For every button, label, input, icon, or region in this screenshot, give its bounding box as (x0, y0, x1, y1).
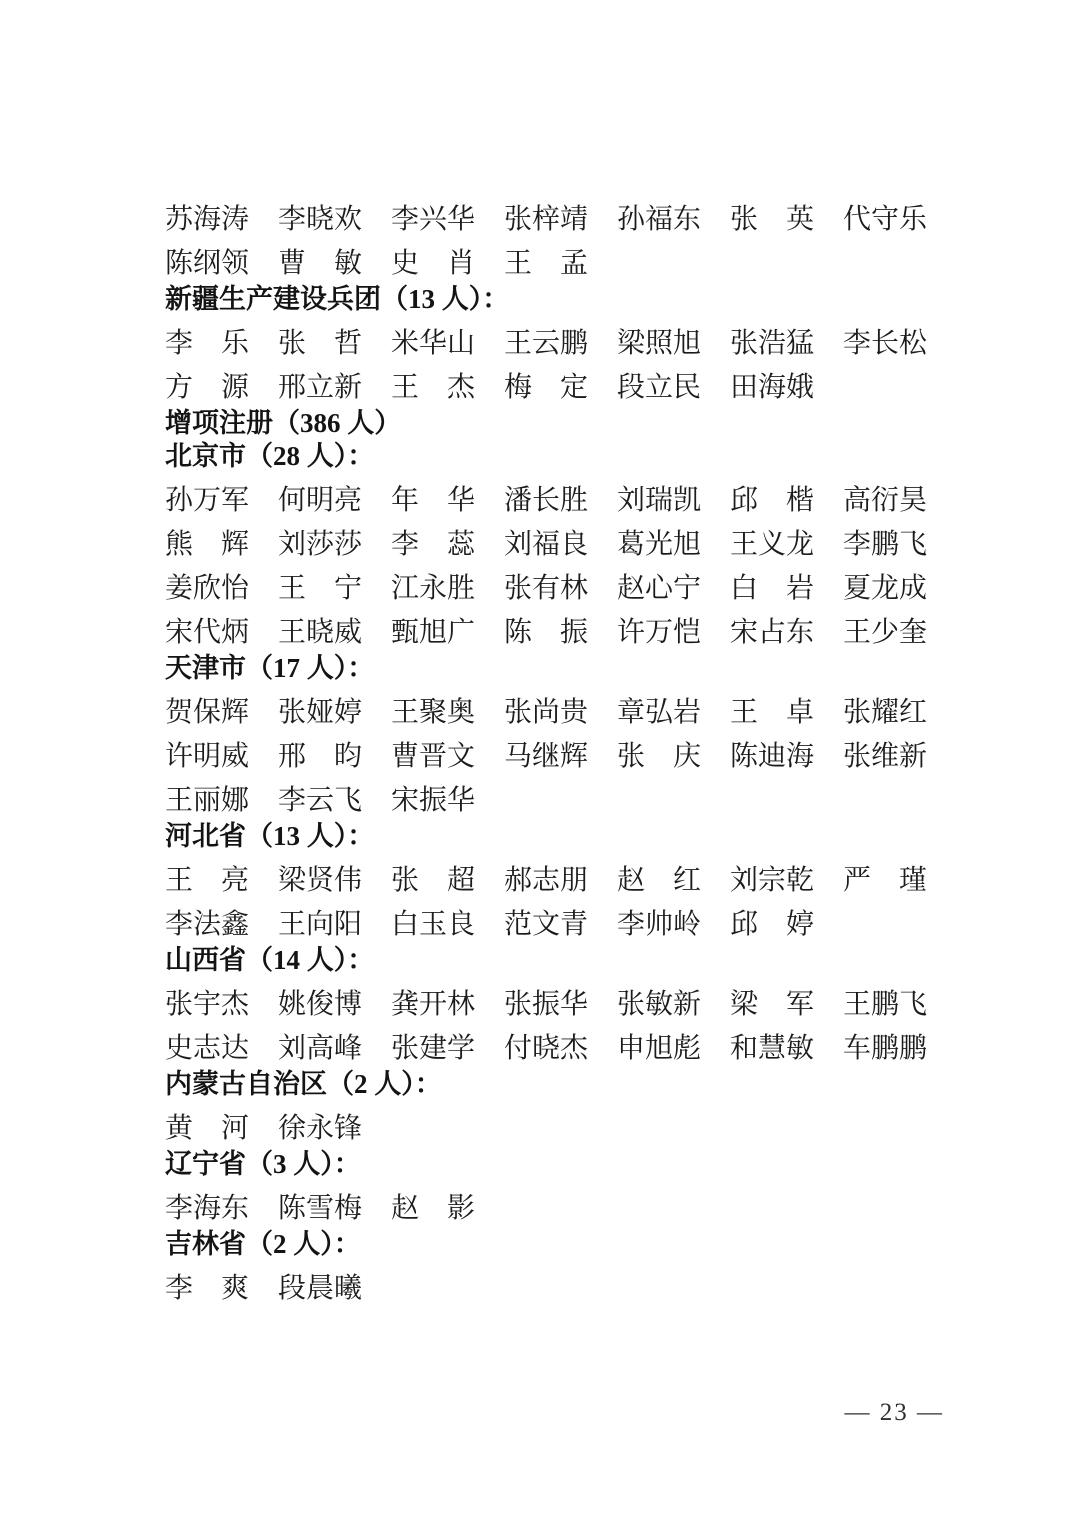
person-name: 李晓欢 (278, 204, 363, 235)
person-name: 梁贤伟 (278, 865, 363, 896)
person-name: 田海娥 (730, 372, 815, 403)
person-name: 李兴华 (391, 204, 476, 235)
person-name: 赵心宁 (617, 573, 702, 604)
person-name: 王晓威 (278, 617, 363, 648)
person-name: 刘瑞凯 (617, 485, 702, 516)
person-name: 邢昀 (278, 741, 362, 772)
person-name: 姜欣怡 (165, 573, 250, 604)
person-name: 江永胜 (391, 573, 476, 604)
section-heading: 内蒙古自治区（2 人）： (165, 1069, 442, 1099)
section (165, 407, 940, 440)
person-name: 张耀红 (843, 697, 928, 728)
section (165, 1228, 940, 1305)
name-row (165, 740, 940, 773)
person-name: 赵红 (617, 865, 701, 896)
name-row (165, 247, 940, 280)
name-row (165, 784, 940, 817)
person-name: 张维新 (843, 741, 928, 772)
person-name: 李长松 (843, 328, 928, 359)
section (165, 1148, 940, 1225)
name-row (165, 1032, 940, 1065)
name-row (165, 484, 940, 517)
person-name: 严瑾 (843, 865, 927, 896)
person-name: 和慧敏 (730, 1033, 815, 1064)
person-name: 贺保辉 (165, 697, 250, 728)
person-name: 米华山 (391, 328, 476, 359)
person-name: 姚俊博 (278, 989, 363, 1020)
person-name: 张哲 (278, 328, 362, 359)
name-row (165, 908, 940, 941)
name-list (165, 192, 940, 1308)
section-heading: 北京市（28 人）： (165, 441, 375, 471)
person-name: 王少奎 (843, 617, 928, 648)
person-name: 王亮 (165, 865, 249, 896)
person-name: 车鹏鹏 (843, 1033, 928, 1064)
person-name: 梅定 (504, 372, 588, 403)
person-name: 王聚奥 (391, 697, 476, 728)
person-name: 李爽 (165, 1273, 249, 1304)
person-name: 李鹏飞 (843, 529, 928, 560)
person-name: 熊辉 (165, 529, 249, 560)
person-name: 马继辉 (504, 741, 589, 772)
person-name: 张娅婷 (278, 697, 363, 728)
person-name: 赵影 (391, 1193, 475, 1224)
person-name: 王孟 (504, 248, 588, 279)
person-name: 付晓杰 (504, 1033, 589, 1064)
person-name: 宋振华 (391, 785, 476, 816)
person-name: 段立民 (617, 372, 702, 403)
section-heading: 山西省（14 人）： (165, 945, 375, 975)
person-name: 王杰 (391, 372, 475, 403)
person-name: 王云鹏 (504, 328, 589, 359)
section (165, 820, 940, 941)
section (165, 283, 940, 404)
person-name: 郝志朋 (504, 865, 589, 896)
person-name: 王丽娜 (165, 785, 250, 816)
person-name: 代守乐 (843, 204, 928, 235)
name-row (165, 988, 940, 1021)
section-heading: 辽宁省（3 人）： (165, 1149, 361, 1179)
person-name: 梁照旭 (617, 328, 702, 359)
person-name: 邱婷 (730, 909, 814, 940)
person-name: 李云飞 (278, 785, 363, 816)
person-name: 张振华 (504, 989, 589, 1020)
person-name: 张浩猛 (730, 328, 815, 359)
person-name: 李蕊 (391, 529, 475, 560)
person-name: 张建学 (391, 1033, 476, 1064)
person-name: 史肖 (391, 248, 475, 279)
person-name: 邱楷 (730, 485, 814, 516)
person-name: 陈雪梅 (278, 1193, 363, 1224)
name-row (165, 1272, 940, 1305)
person-name: 申旭彪 (617, 1033, 702, 1064)
person-name: 张超 (391, 865, 475, 896)
person-name: 曹敏 (278, 248, 362, 279)
person-name: 白岩 (730, 573, 814, 604)
name-row (165, 203, 940, 236)
page-number: — 23 — (844, 1399, 944, 1426)
person-name: 曹晋文 (391, 741, 476, 772)
name-row (165, 1192, 940, 1225)
person-name: 白玉良 (391, 909, 476, 940)
person-name: 刘莎莎 (278, 529, 363, 560)
person-name: 张尚贵 (504, 697, 589, 728)
person-name: 梁军 (730, 989, 814, 1020)
person-name: 刘福良 (504, 529, 589, 560)
section-heading: 吉林省（2 人）： (165, 1229, 361, 1259)
section-heading: 河北省（13 人）： (165, 821, 375, 851)
person-name: 段晨曦 (278, 1273, 363, 1304)
person-name: 年华 (391, 485, 475, 516)
section (165, 652, 940, 817)
person-name: 范文青 (504, 909, 589, 940)
section-heading: 增项注册（386 人） (165, 408, 402, 438)
person-name: 李海东 (165, 1193, 250, 1224)
person-name: 李法鑫 (165, 909, 250, 940)
person-name: 张英 (730, 204, 814, 235)
person-name: 黄河 (165, 1113, 249, 1144)
section (165, 440, 940, 649)
section (165, 203, 940, 280)
person-name: 张梓靖 (504, 204, 589, 235)
person-name: 方源 (165, 372, 249, 403)
person-name: 陈迪海 (730, 741, 815, 772)
person-name: 王义龙 (730, 529, 815, 560)
person-name: 王鹏飞 (843, 989, 928, 1020)
section (165, 944, 940, 1065)
name-row (165, 696, 940, 729)
person-name: 陈振 (504, 617, 588, 648)
name-row (165, 572, 940, 605)
person-name: 孙万军 (165, 485, 250, 516)
person-name: 史志达 (165, 1033, 250, 1064)
person-name: 高衍昊 (843, 485, 928, 516)
section (165, 1068, 940, 1145)
section-heading: 新疆生产建设兵团（13 人）： (165, 284, 510, 314)
person-name: 张敏新 (617, 989, 702, 1020)
name-row (165, 1112, 940, 1145)
person-name: 龚开林 (391, 989, 476, 1020)
person-name: 许明威 (165, 741, 250, 772)
person-name: 许万恺 (617, 617, 702, 648)
name-row (165, 528, 940, 561)
name-row (165, 616, 940, 649)
name-row (165, 864, 940, 897)
person-name: 孙福东 (617, 204, 702, 235)
person-name: 张庆 (617, 741, 701, 772)
person-name: 葛光旭 (617, 529, 702, 560)
person-name: 陈纲领 (165, 248, 250, 279)
name-row (165, 327, 940, 360)
person-name: 徐永锋 (278, 1113, 363, 1144)
person-name: 刘高峰 (278, 1033, 363, 1064)
person-name: 甄旭广 (391, 617, 476, 648)
name-row (165, 371, 940, 404)
person-name: 章弘岩 (617, 697, 702, 728)
person-name: 李帅岭 (617, 909, 702, 940)
person-name: 潘长胜 (504, 485, 589, 516)
person-name: 张有林 (504, 573, 589, 604)
person-name: 何明亮 (278, 485, 363, 516)
person-name: 张宇杰 (165, 989, 250, 1020)
person-name: 苏海涛 (165, 204, 250, 235)
person-name: 李乐 (165, 328, 249, 359)
person-name: 夏龙成 (843, 573, 928, 604)
person-name: 宋代炳 (165, 617, 250, 648)
person-name: 王宁 (278, 573, 362, 604)
person-name: 刘宗乾 (730, 865, 815, 896)
person-name: 王向阳 (278, 909, 363, 940)
section-heading: 天津市（17 人）： (165, 653, 375, 683)
person-name: 王卓 (730, 697, 814, 728)
person-name: 邢立新 (278, 372, 363, 403)
person-name: 宋占东 (730, 617, 815, 648)
